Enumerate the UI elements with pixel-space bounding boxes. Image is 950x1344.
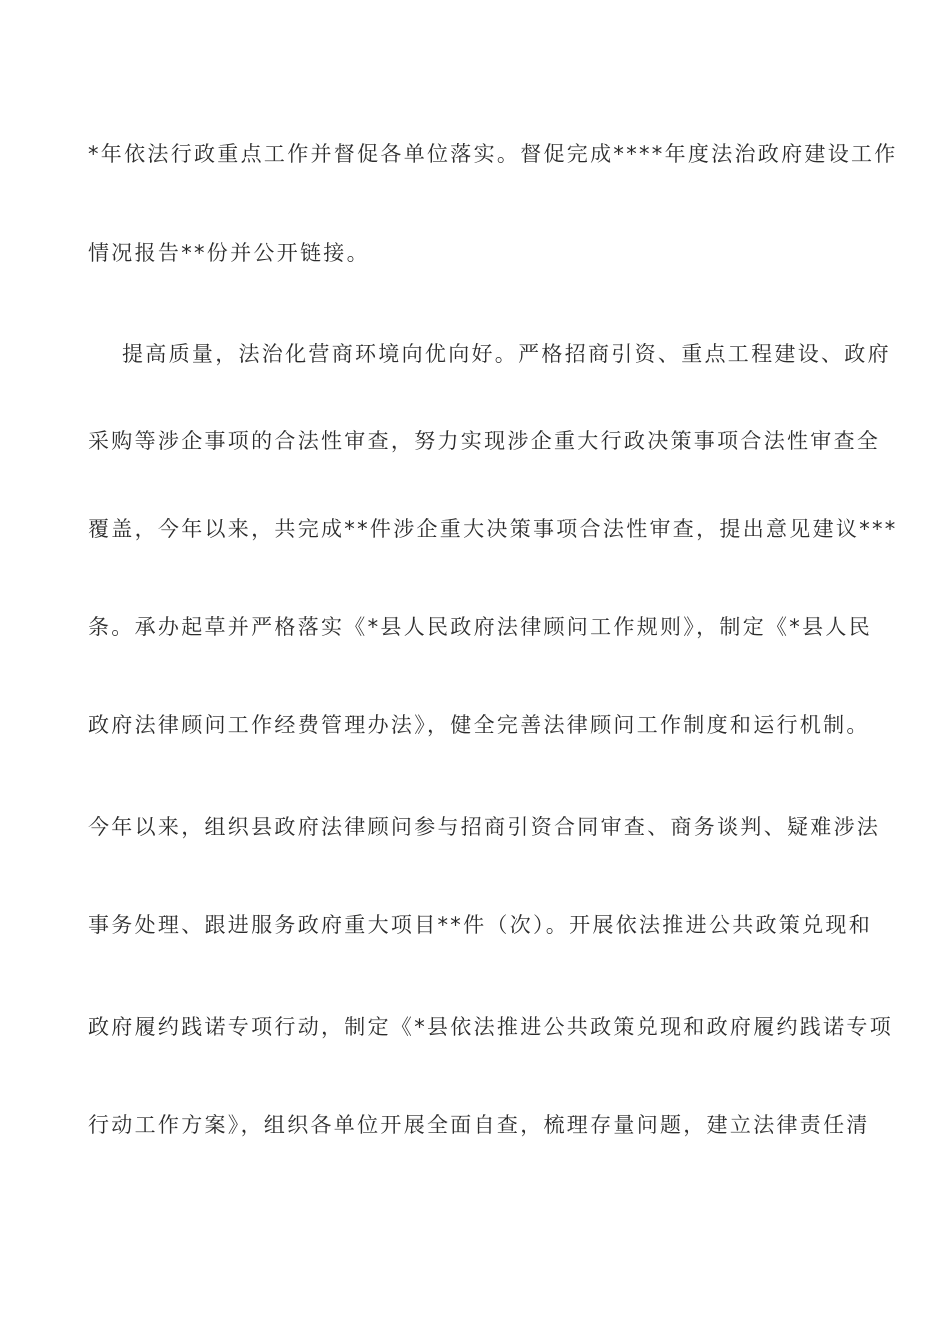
paragraph-line-10: 政府履约践诺专项行动，制定《*县依法推进公共政策兑现和政府履约践诺专项 (88, 1015, 893, 1039)
paragraph-line-5: 覆盖，今年以来，共完成**件涉企重大决策事项合法性审查，提出意见建议*** (88, 517, 898, 541)
paragraph-line-6: 条。承办起草并严格落实《*县人民政府法律顾问工作规则》，制定《*县人民 (88, 615, 872, 639)
paragraph-line-11: 行动工作方案》，组织各单位开展全面自查，梳理存量问题，建立法律责任清 (88, 1113, 870, 1137)
paragraph-line-2: 情况报告**份并公开链接。 (88, 241, 370, 265)
paragraph-line-3: 提高质量，法治化营商环境向优向好。严格招商引资、重点工程建设、政府 (122, 342, 891, 366)
paragraph-line-7: 政府法律顾问工作经费管理办法》，健全完善法律顾问工作制度和运行机制。 (88, 713, 870, 737)
paragraph-line-1: *年依法行政重点工作并督促各单位落实。督促完成****年度法治政府建设工作 (88, 142, 898, 166)
paragraph-line-4: 采购等涉企事项的合法性审查，努力实现涉企重大行政决策事项合法性审查全 (88, 429, 881, 453)
paragraph-line-9: 事务处理、跟进服务政府重大项目**件（次）。开展依法推进公共政策兑现和 (88, 913, 872, 937)
paragraph-line-8: 今年以来，组织县政府法律顾问参与招商引资合同审查、商务谈判、疑难涉法 (88, 815, 881, 839)
